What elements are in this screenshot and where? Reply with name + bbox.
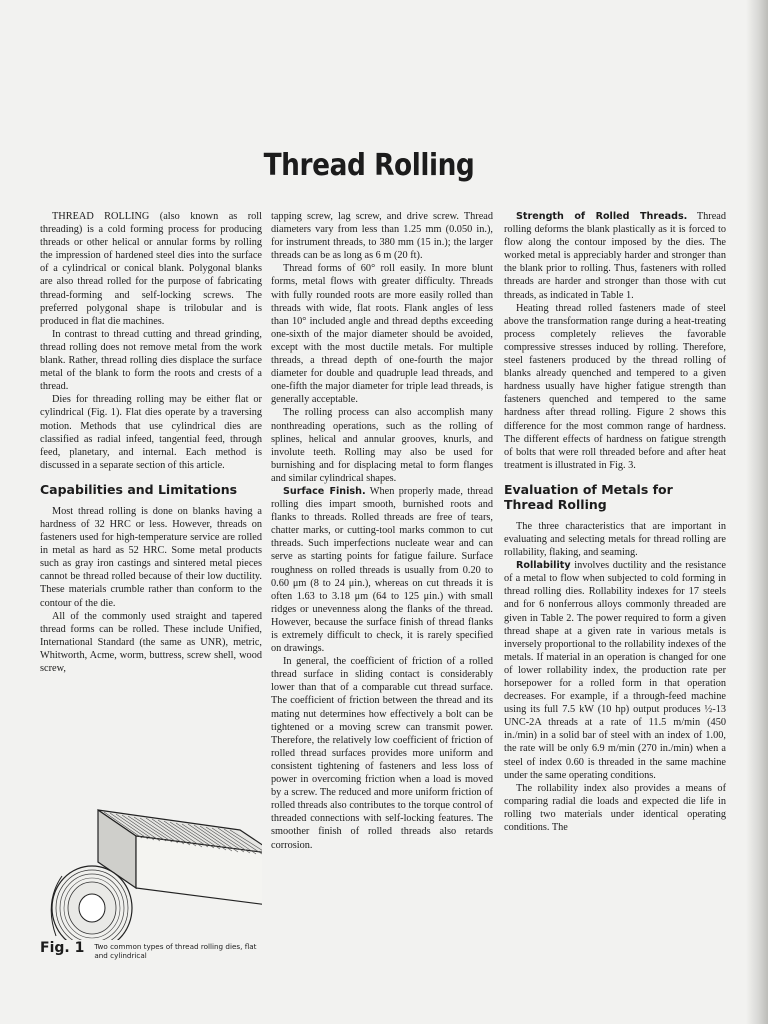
paragraph: tapping screw, lag screw, and drive screw. Thread diameters vary from less than 1.25 mm (0.050 in.), for instrument threads, to 380 mm (15 in.); the larger threads can be as long as 6 m (20 ft). [271,211,493,262]
paragraph: The three characteristics that are important in evaluating and selecting metals for thread rolling are rollability, flaking, and seaming. [504,520,726,559]
cylindrical-die-drawing [51,866,132,940]
section-heading: Capabilities and Limitations [40,481,238,497]
figure-label: Fig. 1 [40,940,85,956]
paragraph: The rollability index also provides a means of comparing radial die loads and expected die life in rolling two materials under identical operating conditions. The [504,782,726,834]
paragraph: Dies for threading rolling may be either flat or cylindrical (Fig. 1). Flat dies operate by a traversing motion. Methods that use cylindrical dies are classified as radial infeed, tangential feed, through feed, planetary, and internal. Each method is discussed in a separate section of this article. [40,394,262,471]
section-heading: Evaluation of Metals for Thread Rolling [504,481,673,512]
paragraph: Most thread rolling is done on blanks having a hardness of 32 HRC or less. However, threads on fasteners used for high-temperature service are rolled in metal as hard as 52 HRC. Some metal products such as gray iron castings and sintered metal pieces cannot be thread rolled because of their low ductility. These materials crumble rather than conform to the contour of the die. [40,505,262,609]
paragraph [504,559,726,782]
paragraph: In general, the coefficient of friction of a rolled thread surface in sliding contact is considerably lower than that of a comparable cut thread surface. The coefficient of friction between the thread and its mating nut determines how effectively a bolt can be tightened or a moving screw can transmit power. Therefore, the relatively low coefficient of friction of rolled thread surfaces provides more uniform and consistent tightening of fasteners and less loss of power in overcoming friction when a load is moved by a screw. The reduced and more uniform friction of rolled threads also contributes to the torque control of threaded connections with self-locking features. The smoother finish of rolled threads also retards corrosion. [271,656,493,851]
paragraph [504,210,726,302]
text-column-3 [504,210,726,834]
run-in-heading: Strength of Rolled Threads. [516,211,688,222]
paragraph: THREAD ROLLING (also known as roll threading) is a cold forming process for producing threads or other helical or annular forms by rolling the impression of hardened steel dies into the surface of a cylindrical or conical blank. Polygonal blanks are also thread rolled for the purpose of fabricating thread-forming and self-locking screws. The preferred polygonal shape is trilobular and is produced in flat die machines. [40,211,262,327]
paragraph-text: When properly made, thread rolling dies impart smooth, burnished roots and flanks to threads. Rolled threads are free of tears, chatter marks, or cutting-tool marks common to cut threads. Such imperfections nucleate wear and can serve as starting points for fatigue failure. Surface roughness on rolled threads is usually from 0.20 to 0.60 μm (8 to 24 μin.), whereas on cut threads it is often 1.63 to 3.18 μm (64 to 125 μin.) with small ridges or unevenness along the flanks of the thread. However, because the surface finish of thread flanks is extremely difficult to check, it is rarely specified on drawings. [271,485,493,655]
figure-caption [40,940,262,960]
run-in-heading: Surface Finish. [283,485,366,497]
thread-rolling-dies-illustration [40,790,262,940]
paragraph: In contrast to thread cutting and thread grinding, thread rolling does not remove metal from the work blank. Rather, thread rolling dies displace the surface metal of the blank to form the roots and crests of a thread. [40,328,262,393]
run-in-heading: Rollability [516,560,571,572]
paragraph: Heating thread rolled fasteners made of steel above the transformation range during a heat-treating process completely relieves the favorable compressive stresses induced by rolling. Therefore, steel fasteners produced by the thread rolling of blanks already quenched and tempered to a given hardness usually have higher fatigue strength than fasteners quenched and tempered to the same hardness after thread rolling. Figure 2 shows this difference for the most common range of hardness. The different effects of hardness on fatigue strength of bolts that were roll threaded before and after heat treatment is illustrated in Fig. 3. [504,302,726,471]
text-column-2 [271,210,493,852]
figure-1 [40,790,262,980]
paragraph-text: Thread rolling deforms the blank plastically as it is forced to flow along the contour imposed by the dies. The worked metal is appreciably harder and stronger than the blank prior to rolling. Thus, fasteners with rolled threads are harder and stronger than those with cut threads, as indicated in Table 1. [504,211,727,301]
paragraph: The rolling process can also accomplish many nonthreading operations, such as the rolling of splines, helical and annular grooves, knurls, and involute teeth. Rolling may also be used for burnishing and for displacing metal to form flanges and similar cylindrical shapes. [271,407,493,484]
paragraph: All of the commonly used straight and tapered thread forms can be rolled. These include Unified, International Standard (the same as UNR), metric, Whitworth, Acme, worm, buttress, screw shell, wood screw, [40,610,262,674]
paragraph [271,485,493,655]
page-title: Thread Rolling [263,148,475,184]
text-column-1 [40,210,262,675]
figure-caption-text: Two common types of thread rolling dies, flat and cylindrical [94,942,257,960]
paragraph-text: involves ductility and the resistance of a metal to flow when subjected to cold forming in thread rolling dies. Rollability indexes for 17 steels and for 6 nonferrous alloys commonly threaded are given in Table 2. The power required to form a given thread shape at a given rate in various metals is inversely proportional to the rollability indexes of the metals. If material in an operation is changed for one of lower rollability index, the production rate per horsepower for a rolled form in that operation decreases. For example, if a through-feed machine using its full 7.5 kW (10 hp) output produces ½-13 UNC-2A threads at a rate of 11.5 m/min (450 in./min) in a solid bar of steel with an index of 1.00, the rate will be only 6.9 m/min (270 in./min) when a steel of index 0.60 is threaded in the same machine under the same operating conditions. [504,560,726,781]
page-edge-shadow [746,0,768,1024]
paragraph: Thread forms of 60° roll easily. In more blunt forms, metal flows with greater difficulty. Threads with fully rounded roots are more easily rolled than threads with wide, flat roots. Flank angles of less than 10° included angle and thread depths exceeding one-sixth of the major diameter should be avoided, except with the most ductile metals. For multiple threads, a thread depth of one-fourth the major diameter for double and quadruple lead threads, and one-fifth the major diameter for triple lead threads, is generally acceptable. [271,263,493,406]
